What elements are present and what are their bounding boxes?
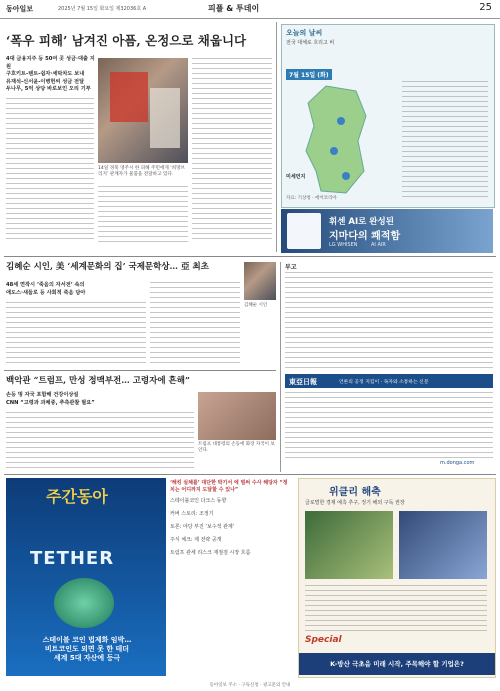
- politics-subhead: CNN “고령과 과체중, 추측관찰 필요”: [6, 399, 95, 406]
- lead-body-text-3: [192, 58, 272, 243]
- politics-subhead: 손등 멍 자국 포함해 건강이상설: [6, 392, 79, 398]
- weekly-item: 트럼프 관세 리스크 재점검 시장 흐름: [170, 550, 251, 556]
- page-number: 25: [479, 2, 492, 13]
- security-title: 위클리 해축: [329, 487, 381, 498]
- lead-photo: [98, 58, 188, 163]
- tether-coin-graphic: [54, 578, 114, 628]
- lead-subheads: [6, 56, 96, 94]
- rain-marker: [337, 117, 345, 125]
- weekly-bottom-text: [12, 636, 162, 663]
- dust-legend-title: 미세먼지: [286, 174, 306, 180]
- weekly-cover-word: TETHER: [30, 548, 115, 569]
- column-divider: [280, 262, 281, 472]
- profile1-headline: 김혜순 시인, 美 ‘세계문화의 집’ 국제문학상… 亞 최초: [6, 262, 209, 272]
- ad-line-2: 지마다의 쾌적함: [329, 231, 401, 242]
- profile1-subhead: 애도스·새들로 등 사회적 죽음 담아: [6, 289, 86, 296]
- weekly-title: 주간동아: [46, 487, 108, 506]
- hand-photo: [198, 392, 276, 440]
- weekly-item: 토론: 야당 부진 ‘보수적 관계’: [170, 524, 235, 530]
- divider: [4, 256, 496, 257]
- lg-whisen-ad[interactable]: [281, 209, 493, 253]
- lead-subhead: 유재석-신서윤-이병헌씨 성금 전달: [6, 78, 85, 85]
- weather-city-table: [402, 81, 488, 199]
- lead-body-text-2: [98, 186, 188, 243]
- weekly-item: 스테이블코인 다크스 동향: [170, 498, 227, 504]
- lead-body-text: [6, 98, 94, 243]
- profile1-subhead: 48세 연작시 ‘죽음의 자서전’ 속의: [6, 282, 85, 288]
- security-photo-1: [305, 511, 393, 579]
- obituary-title: 부고: [285, 264, 297, 271]
- poet-portrait: [244, 262, 276, 300]
- hand-photo-caption: 트럼프 대통령의 손등에 화장 자국이 보인다.: [198, 442, 275, 453]
- weekly-contents: [170, 480, 290, 557]
- profile1-body: [6, 302, 146, 364]
- profile1-subheads: [6, 282, 146, 297]
- rain-marker: [330, 147, 338, 155]
- donga-tagline: 언론의 공정 지킴이 · 독자와 소통하는 신문: [339, 380, 429, 385]
- issue-date: 2025년 7월 15일 화요일 제32036호 A: [58, 6, 147, 12]
- weekly-item: ‘해킹 실체를’ 대단한 박기서 에 벌써 수사 해당자 “정치는 어디까지 도달할 수 있나”: [170, 480, 288, 493]
- lead-subhead: 구호키트-텐트-쉼자·세탁차도 보내: [6, 71, 85, 77]
- lead-subhead: 4대 금융지주 등 50여 곳 성금·대출 지원: [6, 56, 95, 70]
- security-ad[interactable]: [298, 478, 496, 678]
- rain-marker: [342, 172, 350, 180]
- column-divider: [276, 22, 277, 252]
- ad-model: AI AIR: [371, 242, 386, 248]
- weather-map: [286, 81, 396, 201]
- ad-brand: LG WHISEN: [329, 242, 358, 248]
- donga-notice-bar: [285, 374, 493, 388]
- donga-notice-text: [285, 392, 493, 458]
- newspaper-brand: 동아일보: [6, 5, 34, 13]
- weekly-item: 커버 스토리: 조정기: [170, 511, 214, 517]
- weekly-line: 스테이블 코인 법제화 임박…: [42, 636, 132, 644]
- special-label: Special: [305, 635, 342, 645]
- page-footer: 동아일보 주소 · 구독신청 · 광고문의 안내: [209, 683, 291, 688]
- weather-box: [281, 24, 495, 208]
- k-defense-banner: K-방산 극초음 미래 시작, 주목해야 할 기업은?: [299, 653, 495, 675]
- politics-body: [6, 412, 194, 470]
- obituary-list: [285, 272, 493, 372]
- security-photo-2: [399, 511, 487, 579]
- donga-url[interactable]: m.donga.com: [440, 460, 475, 466]
- security-text: [305, 585, 487, 633]
- poet-caption: 김혜순 시인: [244, 303, 268, 308]
- profile1-body-2: [150, 282, 240, 364]
- lead-photo-caption: 14일 경북 영주시 한 피해 주민에게 ‘희망브리지’ 관계자가 물품을 전달하고 있다.: [98, 166, 186, 177]
- lead-headline: ‘폭우 피해’ 남겨진 아픔, 온정으로 채웁니다: [6, 33, 247, 48]
- lead-subhead: 두나무, 5억 상당 바로보인 오리 기부: [6, 86, 91, 92]
- security-subtitle: 글로벌한 경제 예측 추구, 정기 해외 구독 권장: [305, 500, 405, 506]
- donga-brand: 東亞日報: [289, 378, 317, 386]
- weather-footnote: 자료: 기상청 · 에어코리아: [286, 196, 337, 201]
- divider: [4, 370, 276, 371]
- divider: [4, 474, 496, 475]
- politics-subheads: [6, 392, 146, 407]
- weather-title: 오늘의 날씨: [286, 29, 323, 37]
- weather-subtitle: 전국 대체로 흐리고 비: [286, 40, 335, 46]
- weekly-line: 세계 5대 자산에 등극: [53, 654, 121, 662]
- ad-line-1: 휘센 AI로 완성된: [329, 217, 394, 227]
- page-header: [0, 0, 500, 19]
- korea-map-shape: [306, 86, 366, 193]
- weekly-item: 주식 체크: 제 전략 공개: [170, 537, 222, 543]
- weekly-donga-ad[interactable]: [6, 478, 166, 676]
- weather-date: 7월 15일 (화): [286, 69, 332, 80]
- politics-headline: 백악관 “트럼프, 만성 정맥부전… 고령자에 흔해”: [6, 376, 190, 386]
- air-conditioner-image: [287, 213, 321, 249]
- section-title: 피플 & 투데이: [208, 4, 260, 13]
- weekly-line: 비트코인도 외면 못 한 테더: [44, 645, 130, 653]
